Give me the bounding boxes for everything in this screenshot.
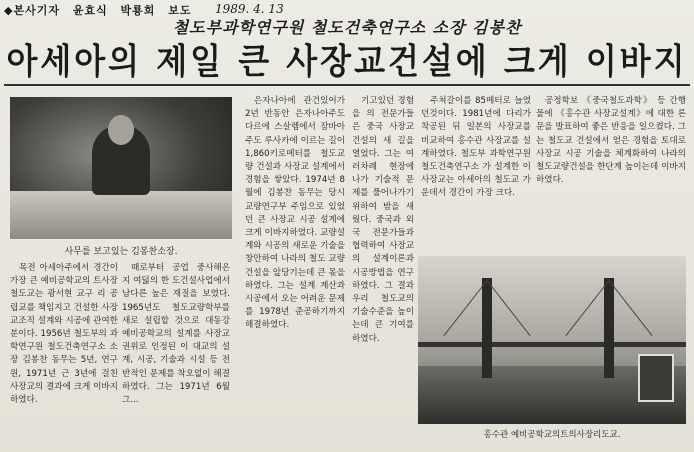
column-text: 기고있던 경험을 의 전문가들 은 중국 사장교건설의 새 길을 열었다. 그는 여러차례 현장에 나가 기술적 문제를 풀어나가기 위하여 밤을 새웠다. 중국과 외국 전문가들과 협력하여 사장교의 설계이론과 시공방법을 연구하였다. 그 결과 우리 철도교의 기술수준을 높이는데 큰 기여를 하였다. [352,96,414,344]
bridge-tower [604,278,614,378]
inset-plaque [638,354,674,402]
portrait-photo [10,97,232,239]
column-text: 목전 아세아주에서 경간이 가장 큰 예비공학교의 트사장철도교는 광서현 교구 리 공립교를 책임지고 건설한 사장교조직 설계와 시공에 관여한 분이다. 1956년 철도부의 과학연구원 철도건축연구소 소장 김봉찬 동무는 5년, 연구원, 1971년 근 3년에 걸친 사장교의 결과에 크게 이바지하였다. [10,263,118,406]
bridge-caption: 홍수관 예비공학교의트의사장리도교. [483,430,621,440]
bridge-cable [566,280,610,336]
headline: 아세아의 제일 큰 사장교건설에 크게 이바지 [6,40,688,83]
head-shape [108,115,134,145]
bridge-deck [418,342,686,347]
kicker-subtitle: 철도부과학연구원 철도건축연구소 소장 김봉찬 [172,18,522,37]
article-column-2 [122,262,230,452]
bridge-cable [609,280,653,336]
article-column-5 [421,95,531,250]
column-text: 은자나아에 관건있어가 2년 반동안 은자나아주도 다르에 스살렘에서 잠바아주도 루사카에 이르는 길이 1,860키로메터를 철도교량 건설과 사장교 설계에서 경험을 쌓았다. 1974년 8월에 김봉찬 동무는 당시 교량연구부 주임으로 있었던 큰 사장교 시공 설계에 크게 이바지하였다. 교량설계와 시공의 새로운 기술을 창안하여 나라의 철도 교량 건설을 앞당기는데 큰 몫을 하였다. 그는 설계 계산과 시공에서 오는 어려운 문제를 1978년 준공하기까지 해결하였다. [245,96,345,331]
bridge-cable [444,280,488,336]
bridge-tower [482,278,492,378]
byline-type: 보도 [168,4,192,17]
column-text: 공정학보 《중국철도과학》 등 간행물에 《홍수관 사장교설계》에 대한 론문을 발표하여 좋은 반응을 일으켰다. 그는 철도교 건설에서 얻은 경험을 토대로 사장교 시공 기술을 체계화하여 나라의 철도교량건설을 한단계 높이는데 이바지하였다. [536,96,686,186]
article-column-3 [245,95,345,452]
bridge-cable [487,280,531,336]
article-column-6 [536,95,686,250]
column-text: 주쳐갈이를 85메터로 늘였 던것이다. 1981년에 다리가 착공된 뒤 일본의 사장교를 비교하여 홍수관 사장교를 설계하였다. 철도부 과학연구원 철도건축연구소 가 설계한 이 사장교는 아세아의 철도교 가운데서 경간이 가장 크다. [421,96,531,199]
column-text: 때로부터 공업 중사해온 지 여덟의 한 도건설사업에서 남다른 높은 재질을 보였다. 1965년도 철도교량학부를 새로 설립할 것으로 대동강 예비공학교의 설계를 사장교 권위로 인정된 이 대교의 설계, 시공, 기술과 시설 등 전반적인 문제를 착오없이 해결하였다. 그는 1971년 6월 그... [122,263,230,406]
reporter-label: ◆본사기자 [4,4,60,17]
handwritten-date: 1989. 4. 13 [215,2,284,16]
article-column-4 [352,95,414,452]
reporter-name: 윤효식 [72,4,108,17]
portrait-caption: 사무를 보고있는 김봉찬소장. [64,247,178,257]
desk-shape [10,191,232,239]
bridge-photo [418,256,686,424]
article-column-1 [10,262,118,452]
writer-name: 박룡희 [120,4,156,17]
divider-rule [4,84,690,86]
